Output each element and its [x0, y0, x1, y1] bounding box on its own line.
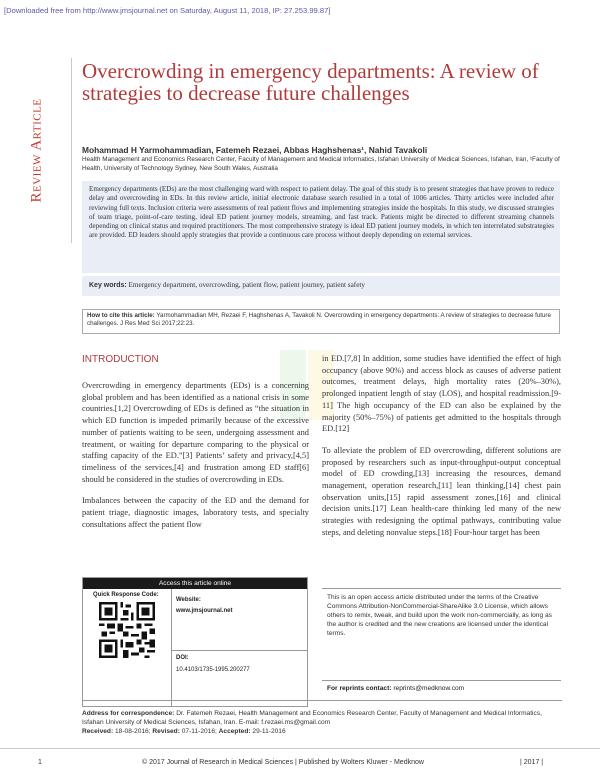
- access-header: Access this article online: [83, 578, 307, 589]
- reprint-rule: [322, 680, 561, 681]
- keywords-text: Emergency department, overcrowding, patient flow, patient journey, patient safety: [128, 281, 365, 289]
- correspondence-label: Address for correspondence:: [82, 710, 175, 717]
- received-label: Received:: [82, 727, 114, 735]
- correspondence-block: [82, 710, 562, 736]
- correspondence-text: Dr. Fatemeh Rezaei, Health Management and Economics Research Center, Faculty of Management and Medical Informatics, Isfahan University of Medical Sciences, Isfahan, Iran. E-mail: f.rezaei.ms@gmail.com: [82, 710, 542, 726]
- citation-box: [82, 309, 560, 334]
- download-banner: [Downloaded free from http://www.jmsjournal.net on Saturday, August 11, 2018, IP: 27.253.99.87]: [4, 6, 331, 15]
- abstract-box: Emergency departments (EDs) are the most challenging ward with respect to patient delay. The goal of this study is to present strategies that have proven to reduce delay and overcrowding in EDs. In this review article, initial electronic database search resulted in a total of 1006 articles. Thirty articles were included after reviewing full texts. Inclusion criteria were assessments of real patient flows and implementing strategies inside the hospitals. In this study, we discussed strategies of team triage, point-of-care testing, ideal ED patient journey models, streaming, and fast track. Patients might be directed to different streaming channels depending on clinical status and required practitioners. The most comprehensive strategy is ideal ED patient journey models, in which ten interrelated substrategies are provided. ED leaders should apply strategies that provide a continuous care process without deeply depending on external services.: [82, 181, 560, 273]
- license-text: This is an open access article distributed under the terms of the Creative Commons Attribution-NonCommercial-ShareAlike 3.0 License, which allows others to remix, tweak, and build upon the work non-commercially, as long as the author is credited and the new creations are licensed under the identical terms.: [327, 594, 552, 638]
- qr-label: Quick Response Code:: [93, 592, 159, 598]
- accepted-label: Accepted:: [218, 727, 251, 735]
- cite-text: Yarmohammadian MH, Rezaei F, Haghshenas A, Tavakoli N. Overcrowding in emergency departments: A review of strategies to decrease future challenges. J Res Med Sci 2017;22:23.: [87, 312, 551, 328]
- doi-label: DOI:: [176, 655, 189, 661]
- reprints-line: [327, 685, 464, 692]
- author-list: Mohammad H Yarmohammadian, Fatemeh Rezaei, Abbas Haghshenas¹, Nahid Tavakoli: [82, 145, 428, 155]
- accepted-date: 29-11-2016: [252, 727, 286, 735]
- revised-label: Revised:: [152, 727, 180, 735]
- cite-label: How to cite this article:: [87, 312, 155, 319]
- left-paragraph-1: Overcrowding in emergency departments (EDs) is a concerning global problem and has been identified as a national crisis in some countries.[1,2] Overcrowding of EDs is defined as “the situation in which ED function is impeded primarily because of the excessive number of patients waiting to be seen, undergoing assessment and treatment, or waiting for departure comparing to the physical or staffing capacity of the ED.”[3] Patients’ safety and privacy,[4,5] timeliness of the services,[4] and frustration among ED staff[6] should be considered in the studies of overcrowding in EDs.: [82, 381, 309, 484]
- correspondence-rule: [82, 700, 562, 701]
- affiliation: Health Management and Economics Research Center, Faculty of Management and Medical Informatics, Isfahan University of Medical Sciences, Isfahan, Iran, ¹Faculty of Health, University of Technology Sydney, New South Wales, Australia: [82, 156, 560, 172]
- footer-volume: | 2017 |: [520, 759, 544, 766]
- access-article-box: [82, 577, 308, 707]
- intro-heading: INTRODUCTION: [82, 354, 159, 365]
- right-column: [322, 353, 561, 549]
- website-label: Website:: [176, 597, 201, 603]
- access-divider-horizontal: [171, 650, 308, 651]
- revised-date: 07-11-2016;: [181, 727, 217, 735]
- qr-code-icon[interactable]: [99, 602, 155, 658]
- keywords-box: [82, 276, 560, 296]
- received-date: 18-08-2016;: [115, 727, 151, 735]
- access-divider-vertical: [171, 589, 172, 706]
- page-number: 1: [38, 759, 42, 766]
- title-divider: [71, 58, 72, 243]
- keywords-label: Key words:: [89, 282, 127, 289]
- left-column: [82, 380, 309, 540]
- reprints-label: For reprints contact:: [327, 685, 392, 692]
- right-paragraph-1: in ED.[7,8] In addition, some studies have identified the effect of high occupancy (above 90%) and access block as causes of adverse patient outcomes, treatment delays, high mortality rates (20%–30%), prolonged inpatient length of stay (LOS), and hospital readmission.[9-11] The high occupancy of the ED can also be explained by the majority (50%–75%) of patients get admitted to the hospitals through ED.[12]: [322, 354, 561, 434]
- reprints-email-link[interactable]: reprints@medknow.com: [393, 685, 465, 692]
- left-paragraph-2: Imbalances between the capacity of the ED and the demand for patient triage, diagnostic images, laboratory tests, and specialty consultations affect the patient flow: [82, 496, 309, 529]
- article-type-label: [22, 70, 52, 240]
- dates-line: [82, 728, 562, 737]
- right-paragraph-2: To alleviate the problem of ED overcrowding, different solutions are proposed by researchers such as input-throughput-output conceptual model of ED crowding,[13] increasing the resources, demand management, operation research,[11] lean thinking,[14] chest pain observation units,[15] rapid assessment zones,[16] and clinical decision units.[17] Lean health-care thinking led many of the new strategies with redesigning the optimal pathways, contributing value steps, and deleting nonvalue steps.[18] Four-hour target has been: [322, 445, 561, 537]
- website-link[interactable]: www.jmsjournal.net: [176, 608, 233, 614]
- article-title: Overcrowding in emergency departments: A review of strategies to decrease future challenges: [82, 59, 539, 105]
- footer-copyright: © 2017 Journal of Research in Medical Sciences | Published by Wolters Kluwer - Medknow: [142, 759, 424, 766]
- license-rule: [322, 588, 561, 589]
- article-type-text: Review Article: [28, 98, 45, 203]
- footer-rule: [0, 748, 600, 749]
- doi-link[interactable]: 10.4103/1735-1995.200277: [176, 667, 250, 673]
